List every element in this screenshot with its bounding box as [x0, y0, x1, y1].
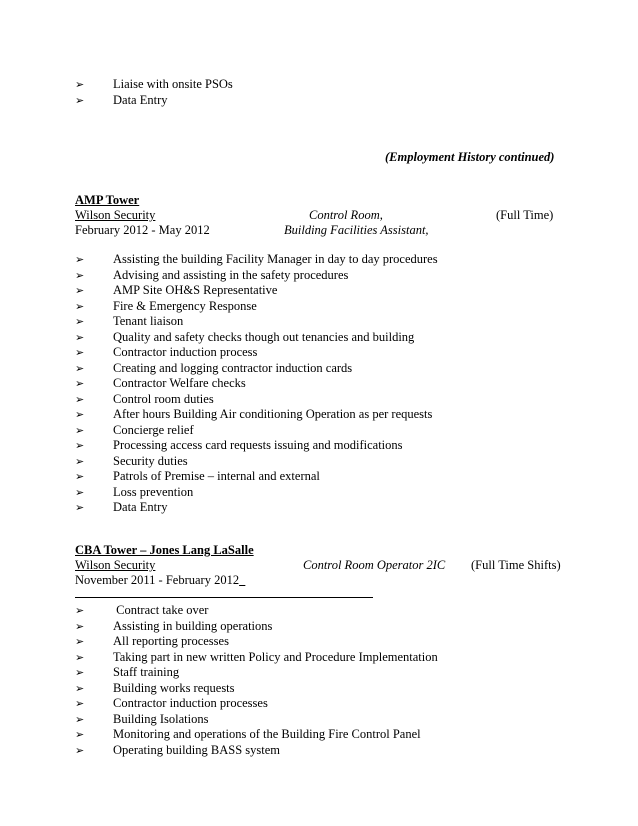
list-item-text: Creating and logging contractor induction cards [113, 360, 353, 375]
arrow-bullet-icon: ➢ [75, 681, 85, 695]
arrow-bullet-icon: ➢ [75, 619, 85, 633]
arrow-bullet-icon: ➢ [75, 377, 85, 390]
list-item-text: Processing access card requests issuing and modifications [113, 438, 403, 452]
list-item-text: Contractor Welfare checks [113, 376, 246, 390]
list-item-text: Operating building BASS system [113, 742, 281, 757]
arrow-bullet-icon: ➢ [75, 454, 85, 468]
list-item-text: Assisting the building Facility Manager in day to day procedures [113, 252, 438, 266]
job-employer: Wilson Security [75, 208, 156, 222]
arrow-bullet-icon: ➢ [75, 501, 85, 514]
arrow-bullet-icon: ➢ [75, 392, 85, 406]
arrow-bullet-icon: ➢ [75, 361, 85, 375]
list-item-text: Security duties [113, 453, 188, 468]
list-item-text: Tenant liaison [113, 314, 184, 328]
arrow-bullet-icon: ➢ [75, 485, 85, 499]
job-location: Control Room, [309, 208, 383, 222]
job-role: Control Room Operator 2IC [303, 558, 446, 572]
list-item-text: Monitoring and operations of the Building Fire Control Panel [113, 727, 421, 741]
list-item-text: Patrols of Premise – internal and external [113, 469, 320, 483]
arrow-bullet-icon: ➢ [75, 94, 85, 107]
arrow-bullet-icon: ➢ [75, 635, 85, 648]
arrow-bullet-icon: ➢ [75, 712, 85, 726]
job-type: (Full Time) [496, 208, 554, 222]
list-item-text: Data Entry [113, 93, 168, 107]
arrow-bullet-icon: ➢ [75, 408, 85, 421]
arrow-bullet-icon: ➢ [75, 697, 85, 710]
arrow-bullet-icon: ➢ [75, 284, 85, 297]
list-item-text: Building Isolations [113, 711, 209, 726]
arrow-bullet-icon: ➢ [75, 346, 85, 359]
list-item-text: All reporting processes [113, 634, 229, 648]
arrow-bullet-icon: ➢ [75, 78, 85, 91]
job-dates: February 2012 - May 2012 [75, 223, 210, 237]
arrow-bullet-icon: ➢ [75, 315, 85, 328]
list-item-text: Data Entry [113, 500, 168, 514]
arrow-bullet-icon: ➢ [75, 330, 85, 344]
list-item-text: After hours Building Air conditioning Operation as per requests [113, 407, 433, 421]
list-item-text: AMP Site OH&S Representative [113, 283, 278, 297]
list-item-text: Staff training [113, 665, 180, 679]
job-dates [75, 573, 245, 588]
arrow-bullet-icon: ➢ [75, 650, 85, 664]
continued-heading: (Employment History continued) [385, 150, 555, 164]
arrow-bullet-icon: ➢ [75, 423, 85, 437]
job-type: (Full Time Shifts) [471, 558, 561, 572]
section-rule [75, 597, 373, 598]
list-item-text: Taking part in new written Policy and Procedure Implementation [113, 649, 438, 664]
arrow-bullet-icon: ➢ [75, 666, 85, 679]
arrow-bullet-icon: ➢ [75, 253, 85, 266]
list-item-text: Quality and safety checks though out tenancies and building [113, 329, 415, 344]
list-item-text: Liaise with onsite PSOs [113, 77, 233, 91]
arrow-bullet-icon: ➢ [75, 299, 85, 313]
arrow-bullet-icon: ➢ [75, 743, 85, 757]
job-dates-trail [239, 573, 245, 587]
arrow-bullet-icon: ➢ [75, 604, 85, 617]
arrow-bullet-icon: ➢ [75, 470, 85, 483]
arrow-bullet-icon: ➢ [75, 268, 85, 282]
list-item-text: Loss prevention [113, 484, 194, 499]
job-dates-text: November 2011 - February 2012 [75, 573, 240, 587]
list-item-text: Assisting in building operations [113, 618, 273, 633]
arrow-bullet-icon: ➢ [75, 728, 85, 741]
list-item-text: Control room duties [113, 391, 214, 406]
list-item-text: Fire & Emergency Response [113, 298, 257, 313]
job-title: AMP Tower [75, 193, 140, 207]
list-item-text: Contractor induction processes [113, 696, 268, 710]
job-title: CBA Tower – Jones Lang LaSalle [75, 543, 254, 557]
list-item-text: Contract take over [113, 603, 209, 617]
list-item-text: Concierge relief [113, 422, 194, 437]
list-item-text: Contractor induction process [113, 345, 258, 359]
job-role: Building Facilities Assistant, [284, 223, 429, 237]
arrow-bullet-icon: ➢ [75, 439, 85, 452]
job-employer: Wilson Security [75, 558, 156, 572]
list-item-text: Building works requests [113, 680, 235, 695]
list-item-text: Advising and assisting in the safety procedures [113, 267, 349, 282]
